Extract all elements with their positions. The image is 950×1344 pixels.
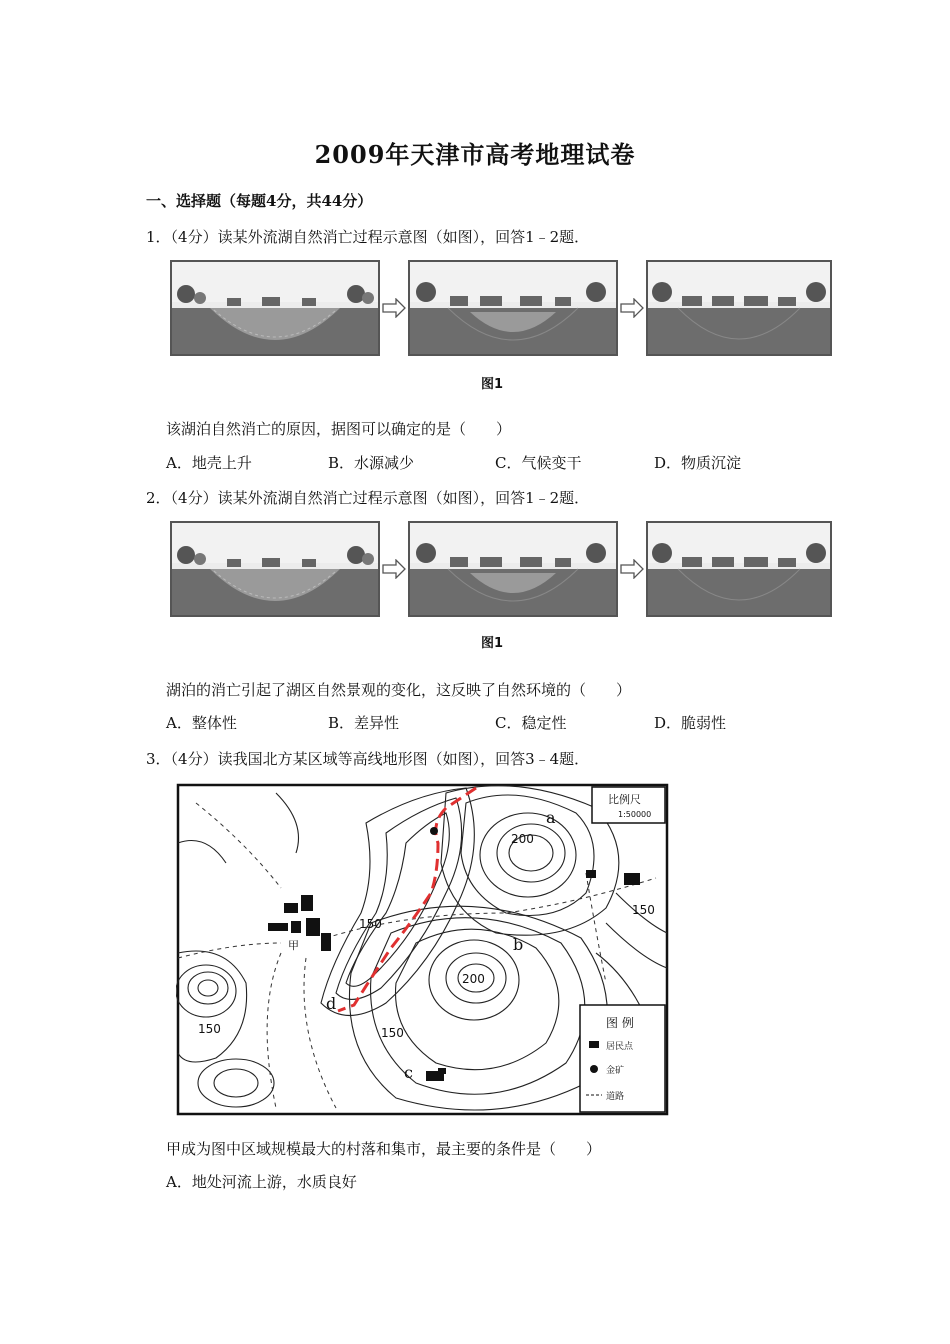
contour-label: 150 — [198, 1022, 221, 1036]
contour-label: 150 — [632, 903, 655, 917]
scale-value: 1:50000 — [618, 810, 652, 819]
option-d[interactable]: D．物质沉淀 — [654, 454, 742, 472]
scale-box — [592, 787, 665, 823]
lake-stage-1 — [170, 260, 380, 356]
question-prompt: （4分）读我国北方某区域等高线地形图（如图），回答3﹣4题． — [170, 750, 590, 768]
scale-title: 比例尺 — [608, 793, 641, 806]
lake-figure-1 — [168, 260, 833, 360]
lake-stage-1 — [170, 521, 380, 617]
option-a[interactable]: A．地壳上升 — [166, 454, 252, 472]
legend-box — [580, 1005, 665, 1112]
question-number: 3． — [146, 750, 171, 768]
contour-label: 200 — [462, 972, 485, 986]
question-1 — [146, 226, 589, 247]
question-3-stem: 甲成为图中区域规模最大的村落和集市，最主要的条件是（ ） — [166, 1140, 602, 1158]
option-c[interactable]: C．气候变干 — [495, 454, 582, 472]
section-heading: 一、选择题（每题4分，共44分） — [146, 192, 373, 210]
question-1-stem: 该湖泊自然消亡的原因，据图可以确定的是（ ） — [166, 420, 512, 438]
contour-label: 150 — [381, 1026, 404, 1040]
lake-figure-2 — [168, 521, 833, 621]
option-a[interactable]: A．地处河流上游，水质良好 — [166, 1173, 357, 1191]
figure-caption: 图1 — [481, 636, 504, 651]
question-number: 2． — [146, 489, 171, 507]
lake-stage-3 — [646, 260, 832, 356]
option-a[interactable]: A．整体性 — [166, 714, 237, 732]
legend-item-road: 道路 — [606, 1092, 625, 1102]
lake-stage-2 — [408, 260, 618, 356]
arrow-right-icon — [382, 559, 406, 579]
arrow-right-icon — [620, 559, 644, 579]
question-2 — [146, 487, 589, 508]
contour-label: 150 — [359, 917, 382, 931]
point-label-b: b — [513, 935, 524, 954]
option-d[interactable]: D．脆弱性 — [654, 714, 727, 732]
arrow-right-icon — [620, 298, 644, 318]
point-label-jia: 甲 — [288, 939, 299, 952]
legend-item-gold-mine: 金矿 — [606, 1066, 625, 1076]
lake-stage-2 — [408, 521, 618, 617]
figure-caption: 图1 — [481, 377, 504, 392]
question-prompt: （4分）读某外流湖自然消亡过程示意图（如图），回答1﹣2题． — [170, 489, 590, 507]
question-prompt: （4分）读某外流湖自然消亡过程示意图（如图），回答1﹣2题． — [170, 228, 590, 246]
lake-stage-3 — [646, 521, 832, 617]
point-label-a: a — [546, 808, 556, 827]
page-title: 2009年天津市高考地理试卷 — [314, 140, 636, 169]
point-label-c: c — [404, 1063, 413, 1082]
question-2-stem: 湖泊的消亡引起了湖区自然景观的变化，这反映了自然环境的（ ） — [166, 681, 632, 699]
question-number: 1． — [146, 228, 171, 246]
option-b[interactable]: B．差异性 — [328, 714, 400, 732]
legend-item-settlement: 居民点 — [606, 1042, 634, 1052]
legend-title: 图 例 — [606, 1016, 634, 1030]
contour-label: 200 — [511, 832, 534, 846]
option-b[interactable]: B．水源减少 — [328, 454, 415, 472]
arrow-right-icon — [382, 298, 406, 318]
contour-map — [176, 783, 669, 1116]
point-label-d: d — [326, 994, 337, 1013]
option-c[interactable]: C．稳定性 — [495, 714, 567, 732]
question-3 — [146, 748, 589, 769]
